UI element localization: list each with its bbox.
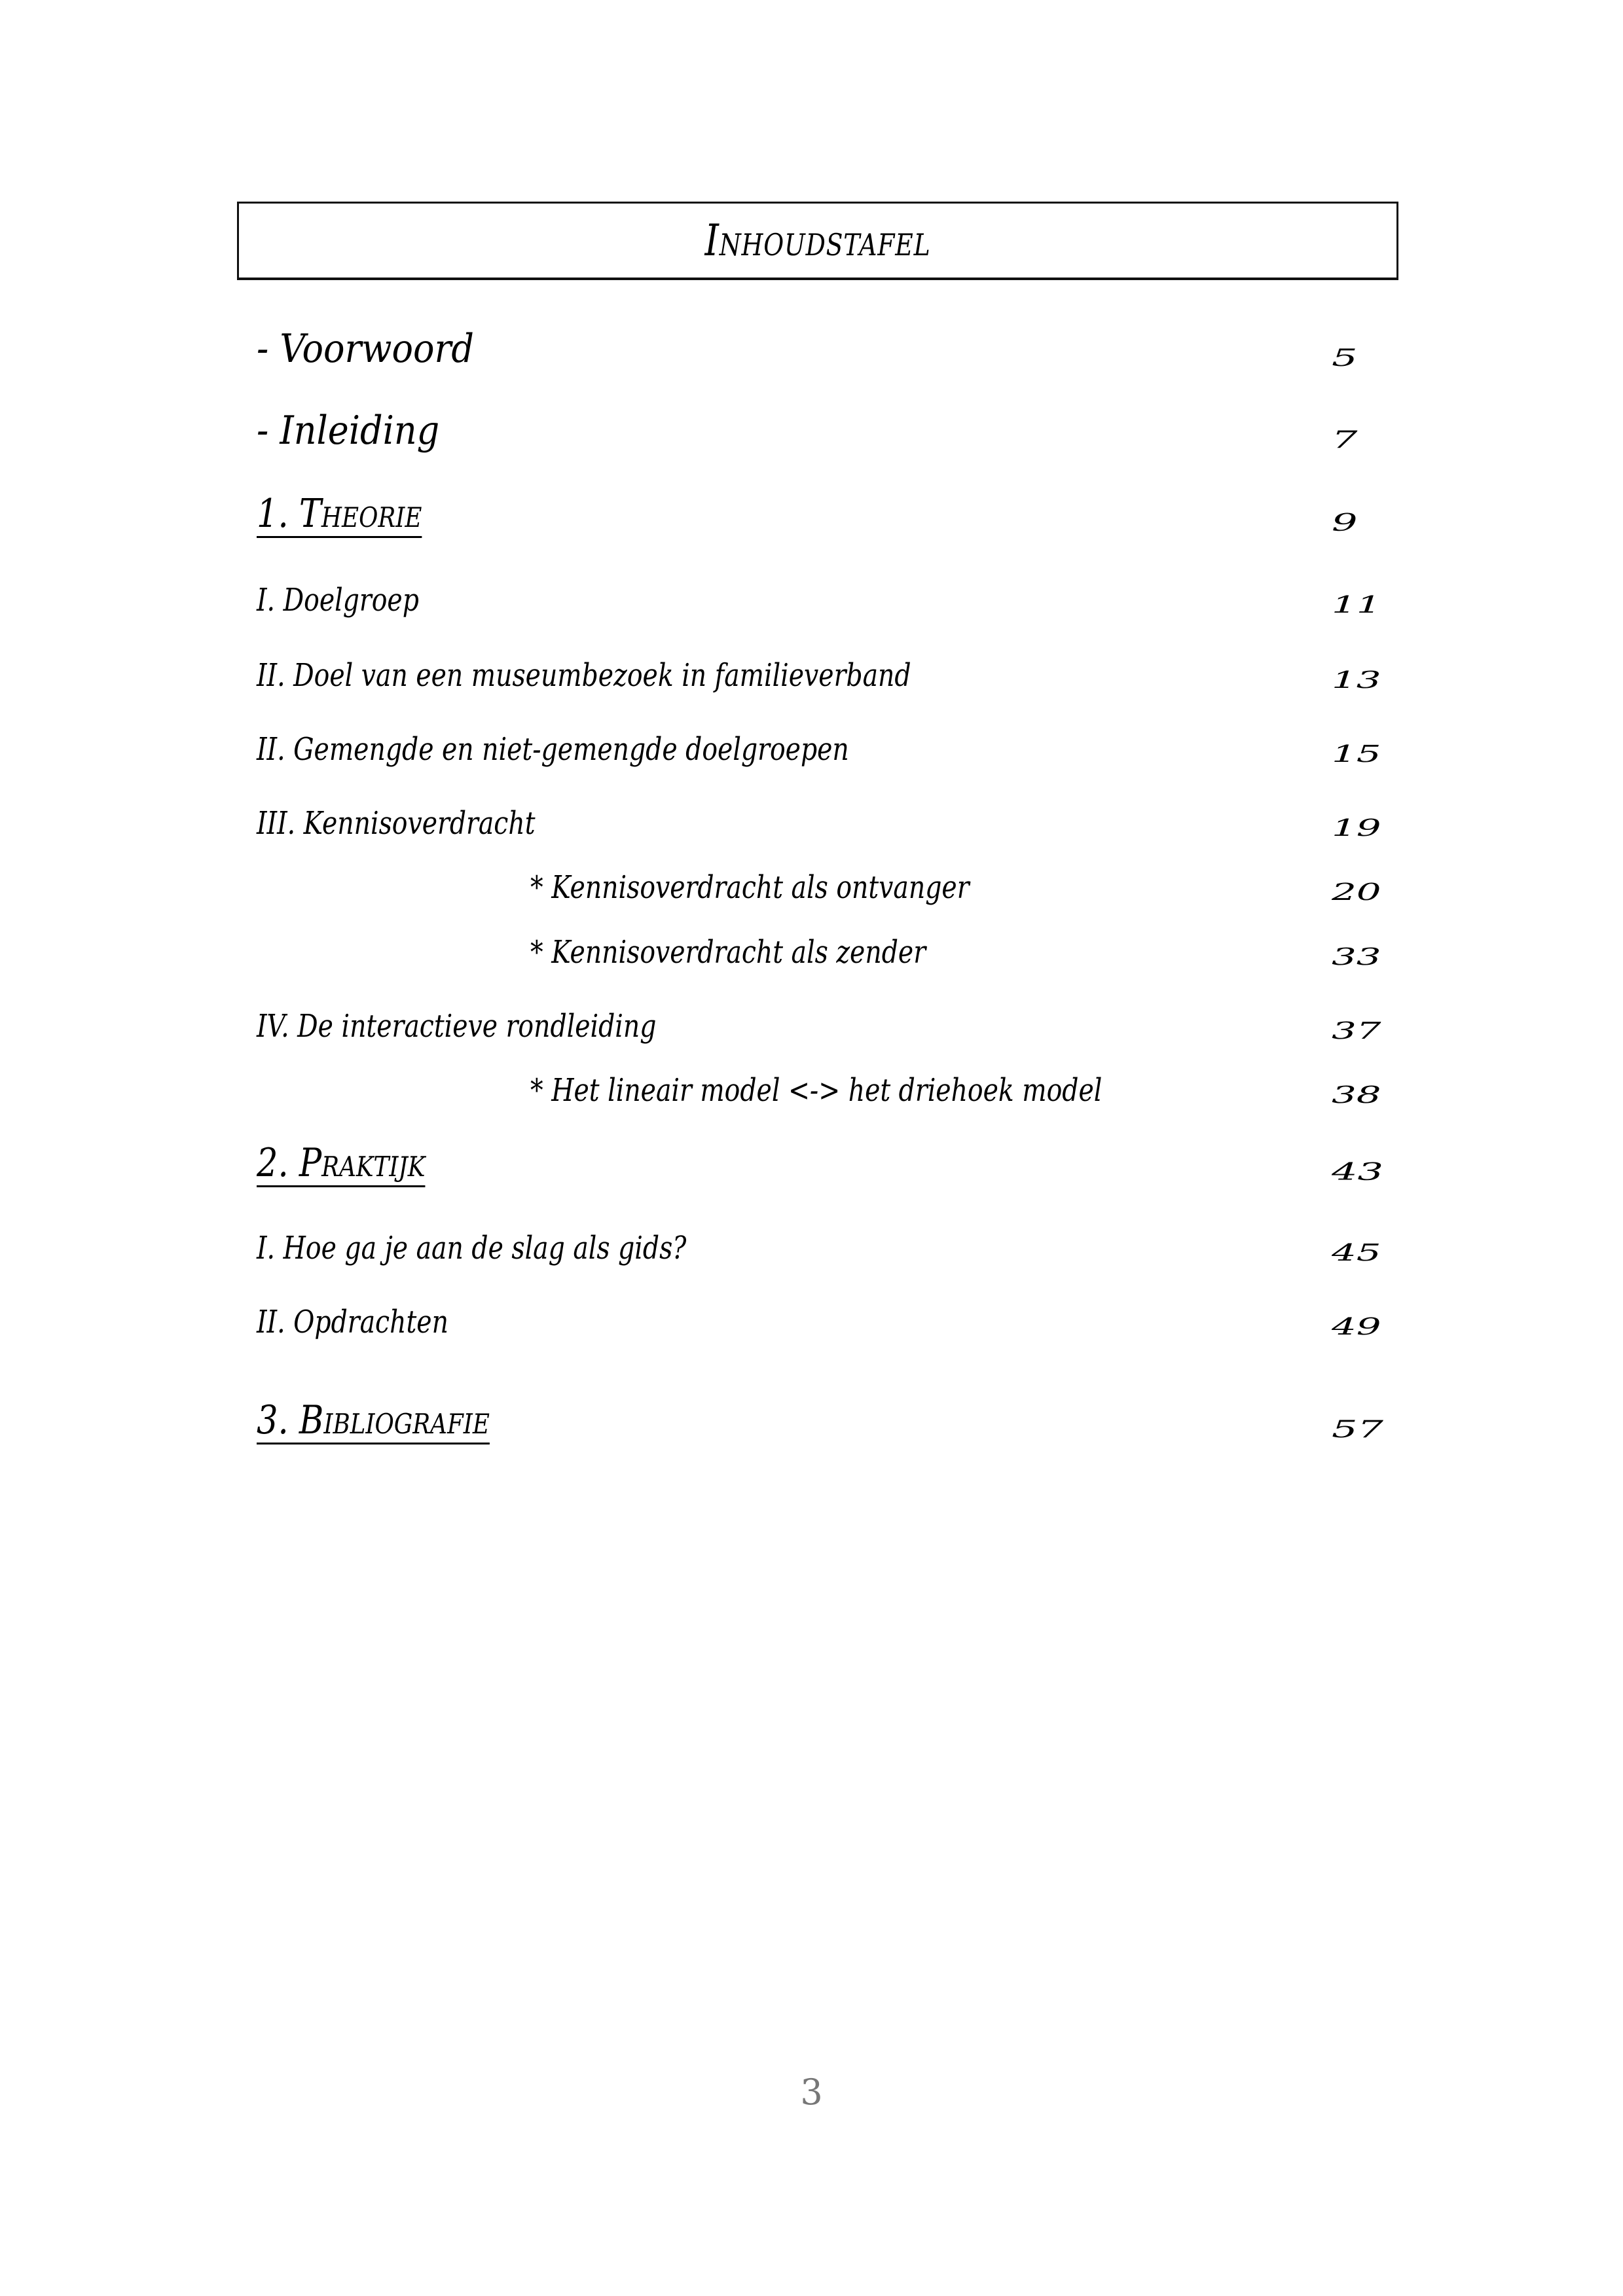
toc-entry-label: * Kennisoverdracht als ontvanger bbox=[530, 869, 970, 906]
toc-section-theorie[interactable] bbox=[257, 484, 1383, 537]
toc-entry-page: 57 bbox=[1332, 1414, 1384, 1443]
toc-entry-page: 9 bbox=[1332, 508, 1358, 537]
toc-entry-label: II. Doel van een museumbezoek in familieverband bbox=[257, 657, 911, 694]
toc-entry-page: 5 bbox=[1332, 343, 1358, 372]
toc-entry-gemengde[interactable] bbox=[257, 715, 1383, 768]
toc-entry-opdrachten[interactable] bbox=[257, 1288, 1383, 1340]
toc-entry-page: 37 bbox=[1332, 1018, 1381, 1045]
toc-entry-voorwoord[interactable] bbox=[257, 319, 1383, 372]
page-number: 3 bbox=[800, 2072, 823, 2113]
toc-entry-label: IV. De interactieve rondleiding bbox=[257, 1008, 657, 1045]
toc-entry-page: 43 bbox=[1332, 1157, 1384, 1186]
toc-subentry-zender[interactable] bbox=[257, 918, 1383, 971]
toc-entry-label: I. Hoe ga je aan de slag als gids? bbox=[257, 1230, 687, 1266]
toc-entry-page: 15 bbox=[1332, 741, 1381, 768]
toc-entry-page: 49 bbox=[1332, 1314, 1381, 1340]
toc-entry-label: * Het lineair model <-> het driehoek model bbox=[530, 1072, 1103, 1109]
toc-entry-gids[interactable] bbox=[257, 1214, 1383, 1266]
toc-entry-doelgroep[interactable] bbox=[257, 566, 1383, 619]
toc-entry-doel[interactable] bbox=[257, 641, 1383, 694]
toc-entry-page: 45 bbox=[1332, 1240, 1381, 1266]
toc-entry-page: 11 bbox=[1332, 592, 1381, 619]
toc-entry-inleiding[interactable] bbox=[257, 401, 1383, 454]
toc-entry-page: 20 bbox=[1332, 879, 1381, 906]
toc-section-praktijk[interactable] bbox=[257, 1134, 1383, 1186]
toc-entry-label: II. Gemengde en niet-gemengde doelgroepen bbox=[257, 731, 849, 768]
toc-entry-kennisoverdracht[interactable] bbox=[257, 789, 1383, 842]
toc-entry-label: * Kennisoverdracht als zender bbox=[530, 934, 926, 971]
toc-subentry-model[interactable] bbox=[257, 1056, 1383, 1109]
toc-section-label: 2. Praktijk bbox=[257, 1140, 426, 1186]
page-title: Inhoudstafel bbox=[704, 215, 931, 266]
toc-entry-label: II. Opdrachten bbox=[257, 1304, 448, 1340]
toc-entry-page: 33 bbox=[1332, 944, 1381, 971]
toc-section-label: 3. Bibliografie bbox=[257, 1397, 490, 1443]
toc-entry-page: 38 bbox=[1332, 1082, 1381, 1109]
toc-entry-page: 7 bbox=[1332, 425, 1358, 454]
title-box bbox=[237, 202, 1398, 280]
toc-entry-label: - Inleiding bbox=[257, 408, 440, 454]
toc-entry-rondleiding[interactable] bbox=[257, 992, 1383, 1045]
toc-entry-label: - Voorwoord bbox=[257, 326, 474, 372]
toc-entry-label: I. Doelgroep bbox=[257, 582, 419, 619]
toc-entry-label: III. Kennisoverdracht bbox=[257, 805, 536, 842]
toc-section-label: 1. Theorie bbox=[257, 491, 422, 537]
toc-subentry-ontvanger[interactable] bbox=[257, 853, 1383, 906]
toc-entry-page: 13 bbox=[1332, 667, 1381, 694]
toc-entry-page: 19 bbox=[1332, 815, 1381, 842]
toc-section-bibliografie[interactable] bbox=[257, 1391, 1383, 1443]
